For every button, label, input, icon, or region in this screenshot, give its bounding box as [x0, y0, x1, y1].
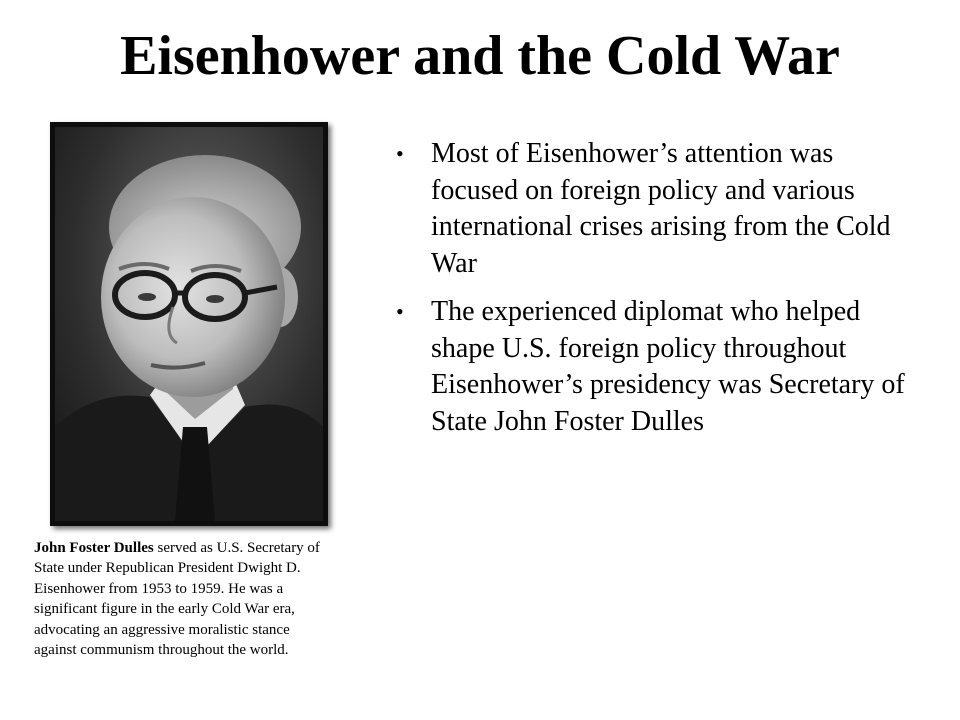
- bullet-icon: •: [396, 299, 404, 324]
- portrait-photo-frame: [50, 122, 328, 526]
- portrait-caption: [34, 538, 326, 660]
- bullet-item: [390, 136, 910, 282]
- bullet-list: [390, 136, 910, 452]
- bullet-item: [390, 294, 910, 440]
- caption-text: served as U.S. Secretary of State under Republican President Dwight D. Eisenhower from 1953 to 1959. He was a significant figure in the early Cold War era, advocating an aggressive moralistic stance against communism throughout the world.: [34, 540, 320, 659]
- bullet-text: Most of Eisenhower’s attention was focused on foreign policy and various international crises arising from the Cold War: [431, 138, 891, 279]
- bullet-icon: •: [396, 141, 404, 166]
- slide-title: Eisenhower and the Cold War: [120, 25, 840, 87]
- caption-name: John Foster Dulles: [34, 540, 154, 556]
- bullet-text: The experienced diplomat who helped shape U.S. foreign policy throughout Eisenhower’s presidency was Secretary of State John Foster Dulles: [431, 296, 905, 437]
- portrait-photo: [55, 127, 323, 521]
